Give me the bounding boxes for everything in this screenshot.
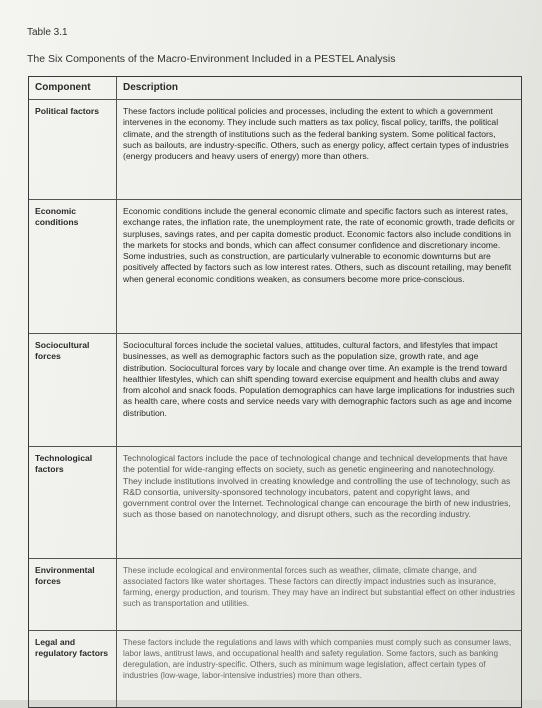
table-row (29, 99, 521, 199)
table-header-row (29, 77, 521, 99)
table-row (29, 333, 521, 446)
table-row (29, 446, 521, 558)
pestel-table (28, 76, 522, 708)
component-cell: Environmental forces (29, 559, 117, 630)
table-number: Table 3.1 (27, 27, 68, 38)
component-cell: Political factors (29, 100, 117, 199)
description-cell: These factors include the regulations and laws with which companies must comply such as consumer laws, labor laws, antitrust laws, and occupational health and safety regulation. Some factors, such as banking deregulation, are industry-specific. Others, such as minimum wage legislation, affect certain types of industries (low-wage, labor-intensive industries) more than others. (123, 638, 512, 680)
component-cell: Legal and regulatory factors (29, 631, 117, 707)
component-cell: Sociocultural forces (29, 334, 117, 446)
description-cell: These include ecological and environmental forces such as weather, climate, climate change, and associated factors like water shortages. These factors can directly impact industries such as insurance, farming, energy production, and tourism. They may have an indirect but substantial effect on other industries such as transportation and utilities. (123, 566, 516, 608)
description-cell: Sociocultural forces include the societal values, attitudes, cultural factors, and lifestyles that impact businesses, as well as demographic factors such as the population size, growth rate, and age distribution. Sociocultural forces vary by locale and change over time. An example is the trend toward healthier lifestyles, which can shift spending toward exercise equipment and health clubs and away from alcohol and snack foods. Population demographics can have large implications for industries such as health care, where costs and service needs vary with demographic factors such as age and income distribution. (123, 340, 515, 418)
table-row (29, 199, 521, 333)
component-cell: Technological factors (29, 447, 117, 558)
component-cell: Economic conditions (29, 200, 117, 333)
table-caption: The Six Components of the Macro-Environment Included in a PESTEL Analysis (27, 53, 396, 65)
description-cell: Technological factors include the pace of technological change and technical developments that have the potential for wide-ranging effects on society, such as genetic engineering and nanotechnology. They include institutions involved in creating knowledge and controlling the use of technology, such as R&D consortia, university-sponsored technology incubators, patent and copyright laws, and government control over the Internet. Technological change can encourage the birth of new industries, such as those based on nanotechnology, and disrupt others, such as the recording industry. (123, 453, 511, 520)
column-header-component: Component (29, 77, 117, 99)
description-cell: These factors include political policies and processes, including the extent to which a government intervenes in the economy. They include such matters as tax policy, fiscal policy, tariffs, the political climate, and the strength of institutions such as the federal banking system. Some political factors, such as bailouts, are industry-specific. Others, such as energy policy, affect certain types of industries (energy producers and heavy users of energy) more than others. (123, 106, 509, 162)
table-row (29, 558, 521, 630)
table-row (29, 630, 521, 707)
description-cell: Economic conditions include the general economic climate and specific factors such as interest rates, exchange rates, the inflation rate, the unemployment rate, the rate of economic growth, trade deficits or surpluses, savings rates, and per capita domestic product. Economic factors also include conditions in the markets for stocks and bonds, which can affect consumer confidence and discretionary income. Some industries, such as construction, are particularly vulnerable to economic downturns but are positively affected by factors such as low interest rates. Others, such as discount retailing, may benefit when general economic conditions weaken, as consumers become more price-conscious. (123, 206, 515, 284)
column-header-description: Description (123, 82, 179, 93)
